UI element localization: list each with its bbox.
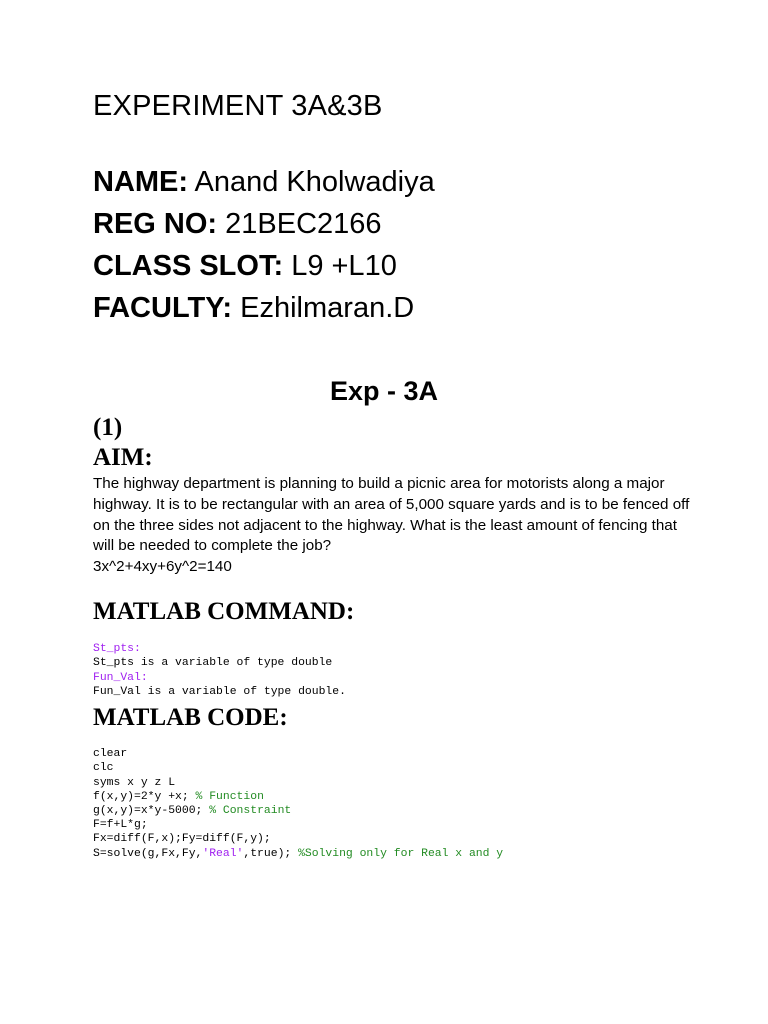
class-slot-line [93,250,397,283]
command-line: Fun_Val is a variable of type double. [93,685,346,698]
document-title: EXPERIMENT 3A&3B [93,90,383,122]
code-line: F=f+L*g; [93,819,148,832]
command-line: St_pts is a variable of type double [93,657,333,670]
class-slot-value: L9 +L10 [291,250,397,282]
name-line [93,166,435,199]
code-comment: %Solving only for Real x and y [298,847,504,860]
code-line: clc [93,762,114,775]
code-line: Fx=diff(F,x);Fy=diff(F,y); [93,833,271,846]
matlab-command-heading: MATLAB COMMAND: [93,598,355,625]
matlab-code-heading: MATLAB CODE: [93,704,288,731]
code-text: f(x,y)=2*y +x; [93,790,196,803]
code-text: ,true); [243,847,299,860]
equation: 3x^2+4xy+6y^2=140 [93,558,232,575]
faculty-label: FACULTY: [93,292,233,324]
code-comment: % Constraint [209,805,292,818]
faculty-value: Ezhilmaran.D [240,292,415,324]
matlab-code-block [93,733,503,875]
code-line [93,847,503,861]
code-line: syms x y z L [93,776,176,789]
code-text: S=solve(g,Fx,Fy, [93,847,203,860]
code-string: 'Real' [202,847,244,860]
experiment-heading: Exp - 3A [329,376,439,406]
code-line: clear [93,748,128,761]
code-comment: % Function [195,790,264,803]
reg-no-label: REG NO: [93,208,218,240]
code-line [93,790,503,804]
name-value: Anand Kholwadiya [194,166,435,198]
name-label: NAME: [93,166,189,198]
command-output [93,628,346,713]
code-text: g(x,y)=x*y-5000; [93,805,210,818]
aim-heading: AIM: [93,444,153,471]
reg-no-value: 21BEC2166 [225,208,382,240]
reg-no-line [93,208,382,241]
command-line: Fun_Val: [93,671,148,684]
faculty-line [93,292,414,325]
problem-number: (1) [93,414,123,441]
aim-text: The highway department is planning to build a picnic area for motorists along a major highway. It is to be rectangular with an area of 5,000 square yards and is to be fenced off on the three sides not adjacent to the highway. What is the least amount of fencing that will be needed to complete the job? [93,475,690,555]
code-line [93,804,503,818]
command-line: St_pts: [93,643,141,656]
class-slot-label: CLASS SLOT: [93,250,284,282]
